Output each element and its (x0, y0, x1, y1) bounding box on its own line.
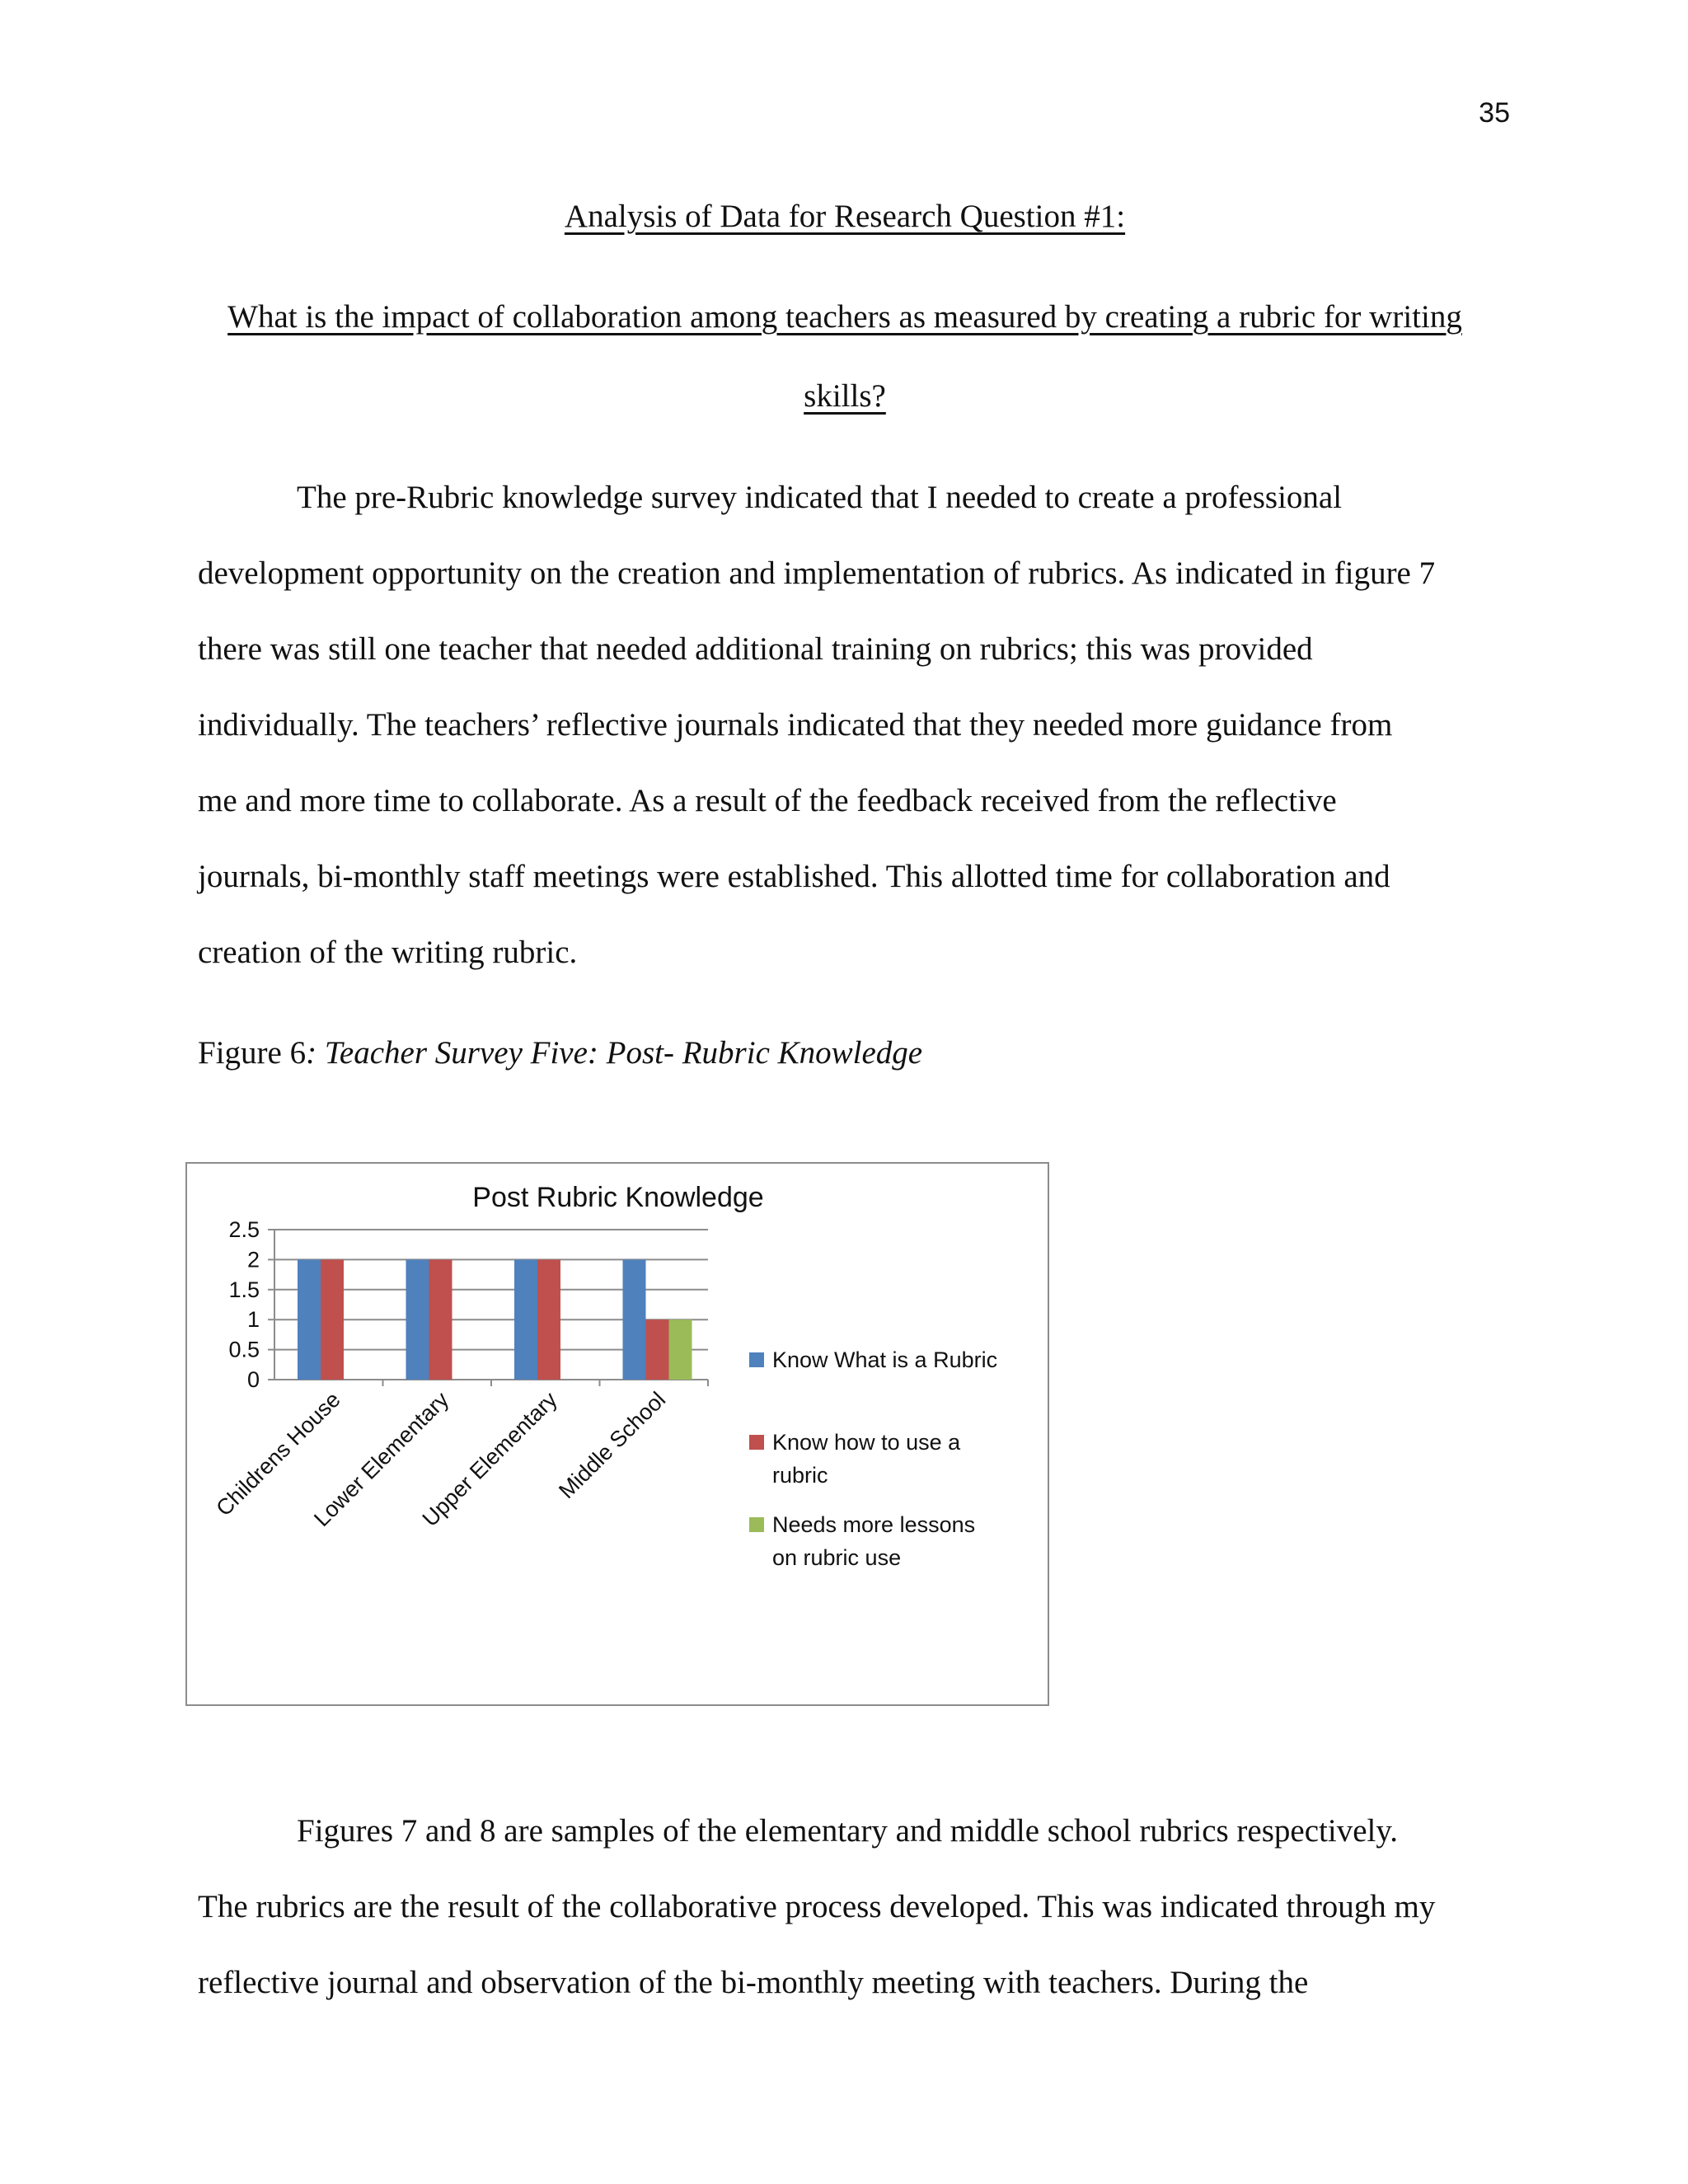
paragraph-line: The pre-Rubric knowledge survey indicated that I needed to create a professional (297, 480, 1343, 515)
chart-frame (185, 1162, 1049, 1706)
legend-label: on rubric use (772, 1545, 902, 1570)
y-tick-label: 2 (246, 1247, 260, 1272)
paragraph-line: development opportunity on the creation and implementation of rubrics. As indicated in figure 7 (198, 555, 1436, 591)
x-category-label: Middle School (554, 1387, 671, 1504)
y-tick-label: 0.5 (228, 1337, 260, 1362)
bar-1 (646, 1319, 669, 1380)
bar-0 (623, 1259, 646, 1380)
paragraph-line: Figures 7 and 8 are samples of the elementary and middle school rubrics respectively. (297, 1813, 1399, 1849)
bar-2 (669, 1319, 692, 1380)
legend-label: Know What is a Rubric (772, 1347, 998, 1372)
figure-caption (198, 1034, 922, 1071)
legend-swatch (749, 1435, 764, 1450)
paragraph-line: creation of the writing rubric. (198, 935, 578, 970)
bar-1 (537, 1259, 560, 1380)
paragraph-line: individually. The teachers’ reflective journals indicated that they needed more guidance from (198, 707, 1393, 743)
legend-label: rubric (772, 1463, 828, 1488)
paragraph-line: reflective journal and observation of the bi-monthly meeting with teachers. During the (198, 1965, 1309, 2000)
bar-1 (321, 1259, 344, 1380)
legend-swatch (749, 1517, 764, 1532)
chart-title: Post Rubric Knowledge (472, 1182, 764, 1213)
paragraph-line: journals, bi-monthly staff meetings were established. This allotted time for collaboration and (198, 859, 1390, 894)
x-category-label: Childrens House (211, 1387, 345, 1521)
paragraph-line: there was still one teacher that needed additional training on rubrics; this was provided (198, 631, 1313, 667)
y-tick-label: 2.5 (228, 1217, 260, 1242)
bar-chart (187, 1164, 1048, 1704)
x-category-label: Upper Elementary (417, 1387, 562, 1532)
x-category-label: Lower Elementary (309, 1387, 454, 1532)
paragraph-1 (198, 460, 1475, 991)
legend-label: Needs more lessons (772, 1512, 976, 1537)
research-question-line-1: What is the impact of collaboration among teachers as measured by creating a rubric for writing (227, 299, 1462, 335)
figure-title: : Teacher Survey Five: Post- Rubric Knowledge (306, 1035, 923, 1071)
y-tick-label: 1 (246, 1307, 260, 1333)
bar-0 (406, 1259, 429, 1380)
bar-0 (514, 1259, 537, 1380)
page-number: 35 (1479, 97, 1510, 129)
legend-label: Know how to use a (772, 1430, 961, 1455)
bar-1 (429, 1259, 452, 1380)
y-tick-label: 1.5 (228, 1277, 260, 1302)
paragraph-line: me and more time to collaborate. As a result of the feedback received from the reflective (198, 783, 1337, 818)
legend-swatch (749, 1352, 764, 1367)
y-tick-label: 0 (246, 1367, 260, 1392)
paragraph-2 (198, 1793, 1475, 2021)
figure-label: Figure 6 (198, 1035, 307, 1071)
bar-0 (298, 1259, 321, 1380)
paragraph-line: The rubrics are the result of the collaborative process developed. This was indicated through my (198, 1889, 1436, 1924)
section-heading: Analysis of Data for Research Question #1: (564, 199, 1126, 234)
research-question-line-2: skills? (804, 378, 886, 414)
